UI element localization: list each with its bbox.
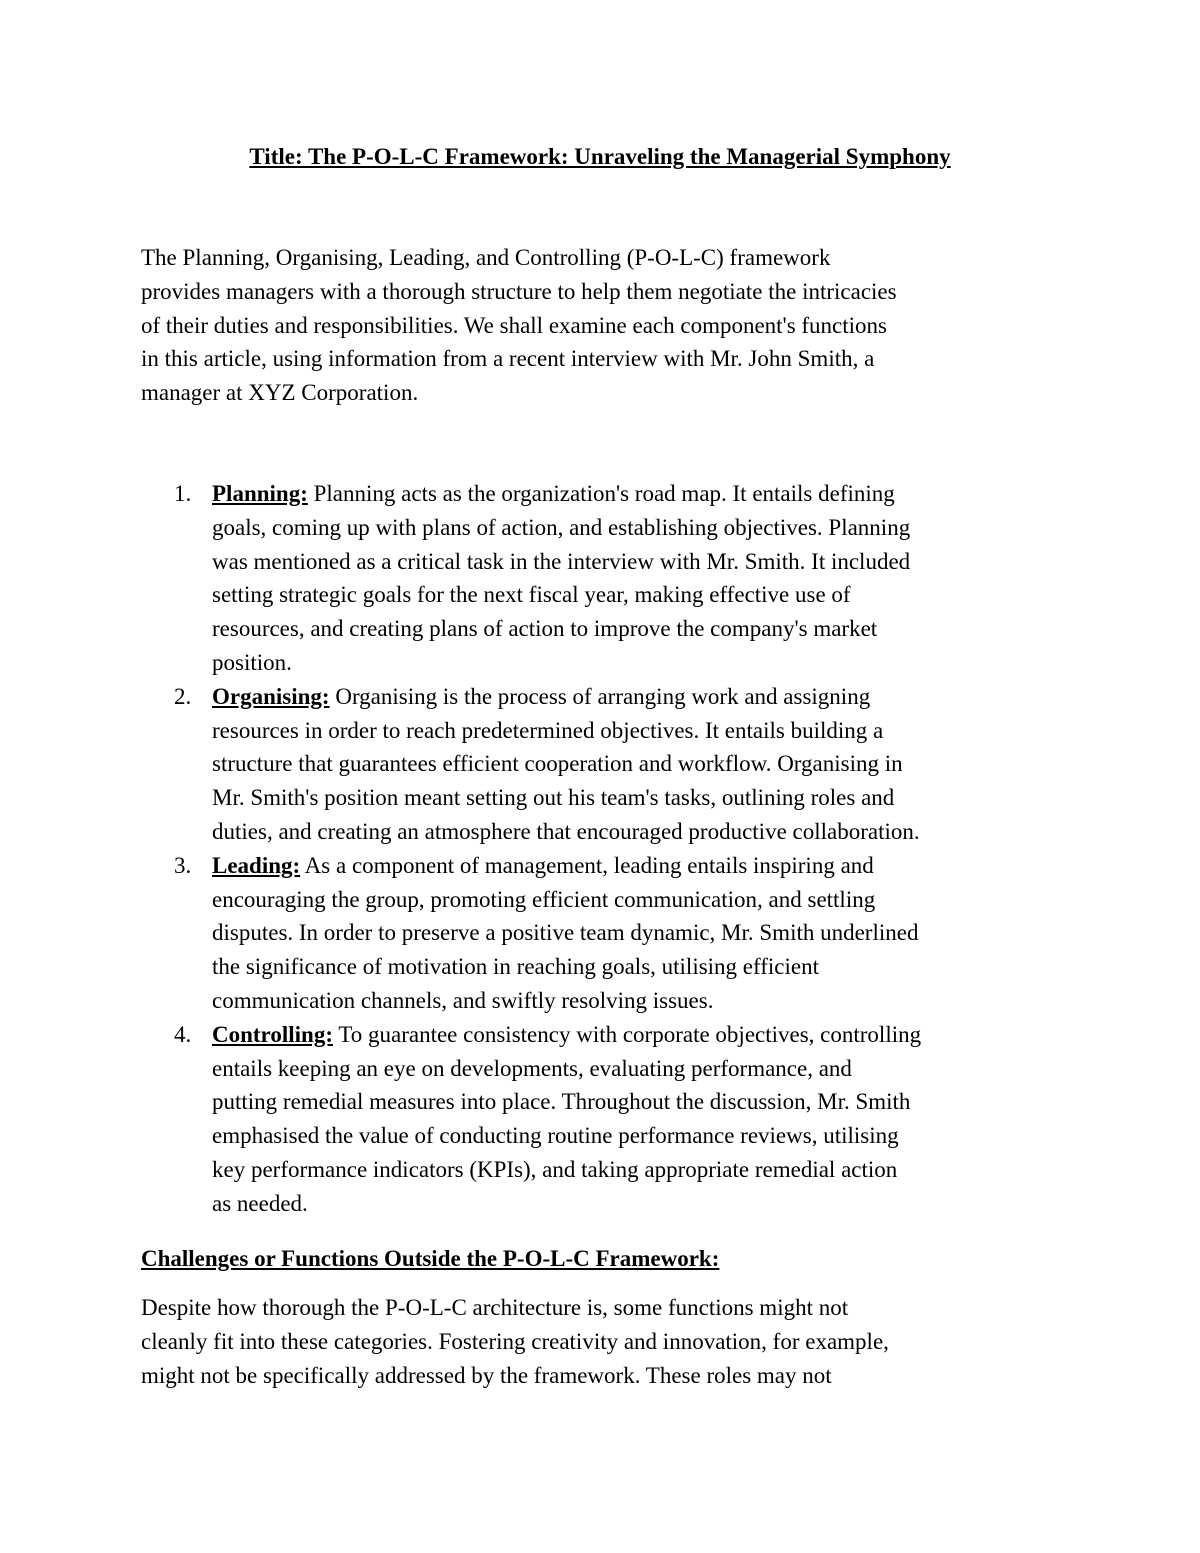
item-first-line-text: To guarantee consistency with corporate objectives, controlling: [332, 1021, 922, 1047]
item-heading-leading: Leading:: [212, 852, 301, 878]
item-first-line-text: Organising is the process of arranging work and assigning: [329, 683, 871, 709]
list-item-first-line: [212, 849, 1061, 883]
intro-line: in this article, using information from a recent interview with Mr. John Smith, a: [141, 346, 875, 372]
list-item-first-line: [212, 477, 1061, 511]
list-item-line: as needed.: [212, 1190, 308, 1216]
list-item-first-line: [212, 1018, 1061, 1052]
list-item-text: [212, 849, 1061, 1018]
intro-line: The Planning, Organising, Leading, and Controlling (P-O-L-C) framework: [141, 245, 831, 270]
list-item-line: was mentioned as a critical task in the interview with Mr. Smith. It included: [212, 548, 911, 574]
item-heading-planning: Planning:: [212, 481, 308, 506]
list-item-text: [212, 477, 1061, 680]
challenges-heading: Challenges or Functions Outside the P-O-L-C Framework:: [141, 1246, 720, 1271]
list-item-line: duties, and creating an atmosphere that encouraged productive collaboration.: [212, 818, 920, 844]
list-item-line: position.: [212, 649, 292, 675]
list-item-line: entails keeping an eye on developments, evaluating performance, and: [212, 1055, 852, 1081]
list-number: 1.: [174, 481, 192, 506]
challenges-line: might not be specifically addressed by the framework. These roles may not: [141, 1362, 832, 1388]
document-title: Title: The P-O-L-C Framework: Unraveling the Managerial Symphony: [249, 144, 951, 169]
intro-line: of their duties and responsibilities. We shall examine each component's functions: [141, 312, 887, 338]
challenges-line: cleanly fit into these categories. Fostering creativity and innovation, for example,: [141, 1328, 889, 1354]
list-item-line: putting remedial measures into place. Throughout the discussion, Mr. Smith: [212, 1089, 911, 1115]
list-number: 4.: [174, 1021, 192, 1047]
list-item-line: Mr. Smith's position meant setting out his team's tasks, outlining roles and: [212, 785, 895, 811]
intro-paragraph: [141, 241, 1061, 410]
polc-list: [141, 477, 1061, 1221]
list-item-line: emphasised the value of conducting routine performance reviews, utilising: [212, 1123, 899, 1149]
list-item-line: resources in order to reach predetermined objectives. It entails building a: [212, 717, 884, 743]
list-item-line: structure that guarantees efficient cooperation and workflow. Organising in: [212, 751, 903, 777]
item-first-line-text: As a component of management, leading entails inspiring and: [300, 852, 874, 878]
list-item-controlling: [141, 1018, 1061, 1221]
list-item-organising: [141, 680, 1061, 849]
list-item-line: the significance of motivation in reaching goals, utilising efficient: [212, 954, 819, 980]
list-item-line: setting strategic goals for the next fiscal year, making effective use of: [212, 582, 851, 608]
list-item-planning: [141, 477, 1061, 680]
list-item-text: [212, 680, 1061, 849]
item-heading-organising: Organising:: [212, 683, 330, 709]
list-item-line: resources, and creating plans of action to improve the company's market: [212, 616, 878, 642]
item-first-line-text: Planning acts as the organization's road map. It entails defining: [307, 481, 895, 506]
list-item-first-line: [212, 680, 1061, 714]
list-item-leading: [141, 849, 1061, 1018]
list-number: 2.: [174, 683, 192, 709]
intro-line: provides managers with a thorough structure to help them negotiate the intricacies: [141, 278, 897, 304]
list-item-line: key performance indicators (KPIs), and taking appropriate remedial action: [212, 1156, 898, 1182]
challenges-line: Despite how thorough the P-O-L-C architecture is, some functions might not: [141, 1295, 849, 1320]
list-item-line: communication channels, and swiftly resolving issues.: [212, 987, 714, 1013]
intro-line: manager at XYZ Corporation.: [141, 380, 419, 406]
challenges-paragraph: [141, 1291, 1061, 1392]
list-item-text: [212, 1018, 1061, 1221]
item-heading-controlling: Controlling:: [212, 1021, 333, 1047]
list-item-line: disputes. In order to preserve a positive team dynamic, Mr. Smith underlined: [212, 920, 919, 946]
list-item-line: goals, coming up with plans of action, and establishing objectives. Planning: [212, 514, 911, 540]
list-item-line: encouraging the group, promoting efficient communication, and settling: [212, 886, 876, 912]
list-number: 3.: [174, 852, 192, 878]
